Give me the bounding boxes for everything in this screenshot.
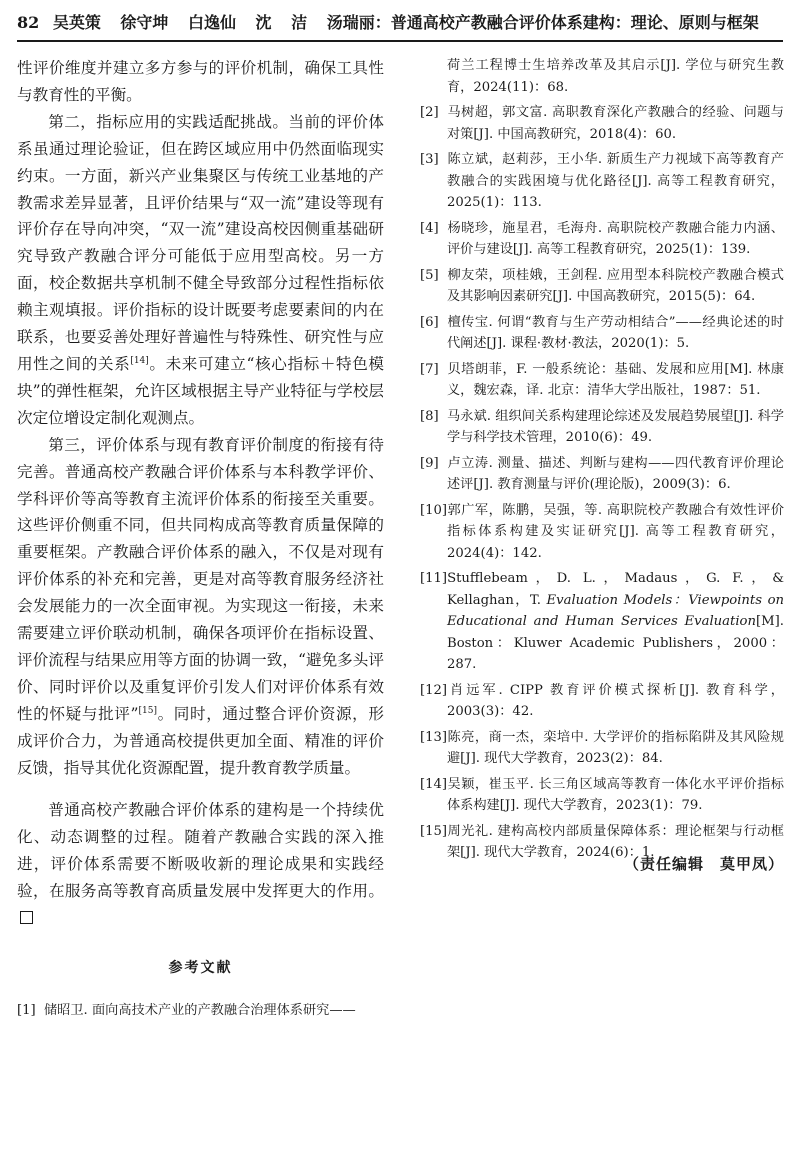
reference-text: 陈亮，商一杰，栾培中. 大学评价的指标陷阱及其风险规避[J]. 现代大学教育，2023(2)：84. — [447, 729, 784, 766]
reference-item — [420, 727, 784, 770]
reference-authors: Stufflebeam，D. L.，Madaus，G. F.，& Kellaghan，T. — [447, 571, 784, 608]
reference-number: [13] — [420, 729, 448, 745]
reference-number: [9] — [420, 455, 439, 471]
page-number: 82 — [17, 13, 40, 32]
reference-publisher: [M]. Boston：Kluwer Academic Publishers，2000：287. — [447, 614, 784, 672]
reference-number: [5] — [420, 267, 439, 283]
reference-item — [420, 680, 784, 723]
paragraph-text: 普通高校产教融合评价体系的建构是一个持续优化、动态调整的过程。随着产教融合实践的深入推进，评价体系需要不断吸收新的理论成果和实践经验，在服务高等教育高质量发展中发挥更大的作用。 — [17, 801, 384, 901]
reference-number: [6] — [420, 314, 439, 330]
reference-item — [420, 218, 784, 261]
header-article-title: 普通高校产教融合评价体系建构：理论、原则与框架 — [390, 13, 759, 32]
reference-number: [8] — [420, 408, 439, 424]
reference-text: 马永斌. 组织间关系构建理论综述及发展趋势展望[J]. 科学学与科学技术管理，2010(6)：49. — [447, 408, 784, 445]
body-text-left-column — [17, 55, 384, 932]
paragraph-text: 第二，指标应用的实践适配挑战。当前的评价体系虽通过理论验证，但在跨区域应用中仍然面临现实约束。一方面，新兴产业集聚区与传统工业基地的产教需求差异显著，且评价结果与“双一流”建设等现有评价存在导向冲突，“双一流”建设高校因侧重基础研究导致产教融合评分可能低于应用型高校。另一方面，校企数据共享机制不健全导致部分过程性指标依赖主观填报。评价指标的设计既要考虑要素间的内在联系，也要妥善处理好普遍性与特殊性、研究性与应用性之间的关系 — [17, 112, 384, 373]
paragraph-third-challenge — [17, 432, 384, 782]
reference-text: 马树超，郭文富. 高职教育深化产教融合的经验、问题与对策[J]. 中国高教研究，2018(4)：60. — [447, 105, 784, 142]
reference-item — [420, 774, 784, 817]
reference-item — [420, 265, 784, 308]
reference-item — [420, 359, 784, 402]
paragraph-text: 第三，评价体系与现有教育评价制度的衔接有待完善。普通高校产教融合评价体系与本科教学评价、学科评价等高等教育主流评价体系的衔接至关重要。这些评价侧重不同，但共同构成高等教育质量保障的重要框架。产教融合评价体系的融入，不仅是对现有评价体系的补充和完善，更是对高等教育服务经济社会发展能力的一次全面审视。为实现这一衔接，未来需要建立评价联动机制，确保各项评价在指标设置、评价流程与结果应用等方面的协调一致，“避免多头评价、同时评价以及重复评价引发人们对评价体系有效性的怀疑与批评” — [17, 435, 384, 723]
reference-book-title: Evaluation Models：Viewpoints on Educational and Human Services Evaluation — [447, 592, 784, 629]
paragraph-second-challenge — [17, 109, 384, 432]
citation-14[interactable]: [14] — [130, 355, 149, 366]
header-rule — [17, 40, 783, 42]
reference-text: 柳友荣，项桂娥，王剑程. 应用型本科院校产教融合模式及其影响因素研究[J]. 中国高教研究，2015(5)：64. — [447, 267, 784, 304]
reference-text: 荷兰工程博士生培养改革及其启示[J]. 学位与研究生教育，2024(11)：68. — [447, 58, 784, 95]
reference-text: 檀传宝. 何谓“教育与生产劳动相结合”——经典论述的时代阐述[J]. 课程·教材·教法，2020(1)：5. — [447, 314, 784, 351]
reference-item — [420, 312, 784, 355]
reference-text: 肖远军. CIPP 教育评价模式探析[J]. 教育科学，2003(3)：42. — [447, 682, 784, 719]
references-right-column — [420, 55, 784, 868]
reference-number: [10] — [420, 502, 448, 518]
reference-text: 吴颖，崔玉平. 长三角区域高等教育一体化水平评价指标体系构建[J]. 现代大学教育，2023(1)：79. — [447, 776, 784, 813]
reference-text: 周光礼. 建构高校内部质量保障体系：理论框架与行动框架[J]. 现代大学教育，2024(6)：1. — [447, 823, 784, 860]
paragraph-continuation: 性评价维度并建立多方参与的评价机制，确保工具性与教育性的平衡。 — [17, 59, 384, 104]
reference-number: [12] — [420, 682, 448, 698]
running-header — [17, 10, 783, 36]
reference-text: 卢立涛. 测量、描述、判断与建构——四代教育评价理论述评[J]. 教育测量与评价(理论版)，2009(3)：6. — [447, 455, 784, 492]
header-authors: 吴英策 徐守坤 白逸仙 沈 洁 汤瑞丽： — [52, 13, 391, 32]
citation-15[interactable]: [15] — [138, 705, 157, 716]
reference-text: 陈立斌，赵莉莎，王小华. 新质生产力视域下高等教育产教融合的实践困境与优化路径[J]. 高等工程教育研究，2025(1)：113. — [447, 152, 784, 210]
references-left-column — [17, 1000, 384, 1026]
reference-item — [420, 568, 784, 676]
reference-text: 贝塔朗菲，F. 一般系统论：基础、发展和应用[M]. 林康义，魏宏森，译. 北京：清华大学出版社，1987：51. — [447, 361, 784, 398]
reference-item — [420, 149, 784, 214]
reference-item-continuation — [420, 55, 784, 98]
reference-number: [14] — [420, 776, 448, 792]
reference-text: 杨晓珍，施星君，毛海舟. 高职院校产教融合能力内涵、评价与建设[J]. 高等工程教育研究，2025(1)：139. — [447, 220, 784, 257]
reference-item — [420, 102, 784, 145]
reference-number: [4] — [420, 220, 439, 236]
reference-number: [3] — [420, 152, 439, 167]
reference-number: [7] — [420, 361, 439, 377]
reference-text: 郭广军，陈鹏，吴强，等. 高职院校产教融合有效性评价指标体系构建及实证研究[J]. 高等工程教育研究，2024(4)：142. — [447, 502, 784, 561]
paragraph-text-end: 。同时，通过整合评价资源，形成评价合力，为普通高校提供更加全面、精准的评价反馈，指导其优化资源配置，提升教育教学质量。 — [17, 704, 384, 777]
reference-item — [420, 500, 784, 565]
end-of-article-mark — [20, 911, 33, 924]
reference-number: [1] — [17, 1003, 36, 1018]
reference-number: [11] — [420, 571, 448, 586]
reference-number: [15] — [420, 823, 448, 839]
reference-text: 储昭卫. 面向高技术产业的产教融合治理体系研究—— — [44, 1003, 356, 1018]
reference-item — [420, 453, 784, 496]
paragraph-conclusion — [17, 797, 384, 932]
responsible-editor: （责任编辑 莫甲凤） — [623, 855, 784, 873]
reference-number: [2] — [420, 105, 439, 120]
reference-item — [17, 1000, 384, 1022]
references-heading: 参考文献 — [168, 960, 233, 976]
paragraph-text-end: 。未来可建立“核心指标＋特色模块”的弹性框架，允许区域根据主导产业特征与学校层次定位增设定制化观测点。 — [17, 354, 384, 427]
reference-item — [420, 406, 784, 449]
